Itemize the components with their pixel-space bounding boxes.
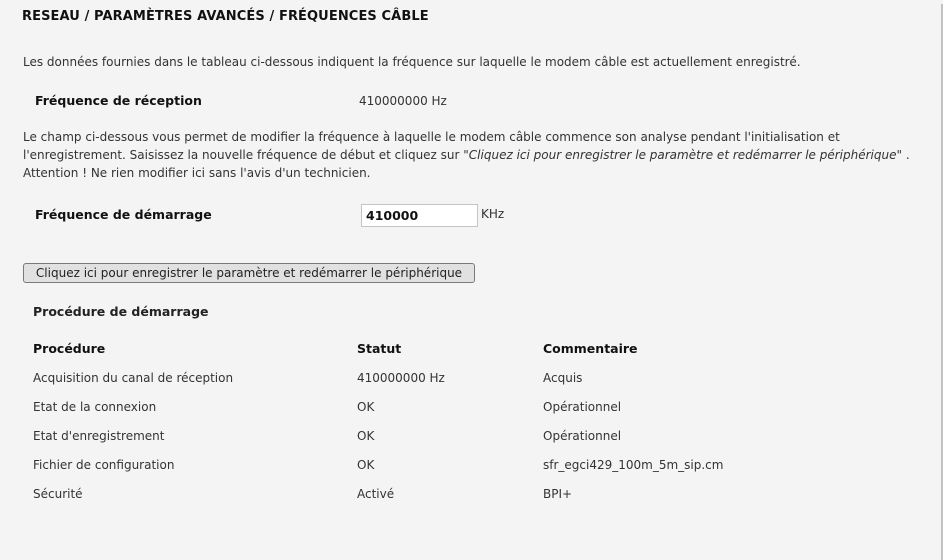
info-text-quoted: "Cliquez ici pour enregistrer le paramètre et redémarrer le périphérique" bbox=[463, 148, 902, 162]
startup-procedure-table bbox=[33, 334, 843, 508]
save-and-restart-button[interactable]: Cliquez ici pour enregistrer le paramètre et redémarrer le périphérique bbox=[23, 263, 475, 283]
startup-procedure-title: Procédure de démarrage bbox=[33, 304, 209, 319]
comment-cell: BPI+ bbox=[543, 486, 573, 501]
start-frequency-input[interactable] bbox=[361, 204, 478, 227]
table-row bbox=[33, 450, 843, 479]
reception-frequency-label: Fréquence de réception bbox=[35, 93, 202, 108]
warning-text: Attention ! Ne rien modifier ici sans l'avis d'un technicien. bbox=[23, 166, 371, 180]
table-header-row bbox=[33, 334, 843, 363]
table-row bbox=[33, 479, 843, 508]
status-cell: Activé bbox=[357, 486, 395, 501]
procedure-cell: Etat d'enregistrement bbox=[33, 428, 165, 443]
page-title: RESEAU / PARAMÈTRES AVANCÉS / FRÉQUENCES CÂBLE bbox=[22, 9, 429, 24]
procedure-cell: Fichier de configuration bbox=[33, 457, 175, 472]
column-header-status: Statut bbox=[357, 341, 402, 356]
comment-cell: Opérationnel bbox=[543, 399, 622, 414]
info-text-end: . bbox=[902, 148, 910, 162]
intro-text: Les données fournies dans le tableau ci-dessous indiquent la fréquence sur laquelle le modem câble est actuellement enregistré. bbox=[23, 55, 801, 69]
status-cell: OK bbox=[357, 428, 375, 443]
status-cell: OK bbox=[357, 399, 375, 414]
procedure-cell: Acquisition du canal de réception bbox=[33, 370, 234, 385]
column-header-procedure: Procédure bbox=[33, 341, 106, 356]
start-frequency-label: Fréquence de démarrage bbox=[35, 207, 212, 222]
column-header-comment: Commentaire bbox=[543, 341, 638, 356]
reception-frequency-value: 410000000 Hz bbox=[359, 94, 447, 108]
table-row bbox=[33, 363, 843, 392]
procedure-cell: Etat de la connexion bbox=[33, 399, 157, 414]
status-cell: 410000000 Hz bbox=[357, 370, 445, 385]
status-cell: OK bbox=[357, 457, 375, 472]
table-row bbox=[33, 421, 843, 450]
start-frequency-unit: KHz bbox=[481, 207, 505, 221]
comment-cell: sfr_egci429_100m_5m_sip.cm bbox=[543, 457, 724, 472]
info-text-main: Le champ ci-dessous vous permet de modifier la fréquence à laquelle le modem câble commence son analyse pendant l'initialisation et l'enregistrement. Saisissez la nouvelle fréquence de début et cliquez sur bbox=[23, 130, 840, 162]
comment-cell: Acquis bbox=[543, 370, 583, 385]
procedure-cell: Sécurité bbox=[33, 486, 83, 501]
info-text bbox=[23, 128, 923, 182]
table-row bbox=[33, 392, 843, 421]
comment-cell: Opérationnel bbox=[543, 428, 622, 443]
